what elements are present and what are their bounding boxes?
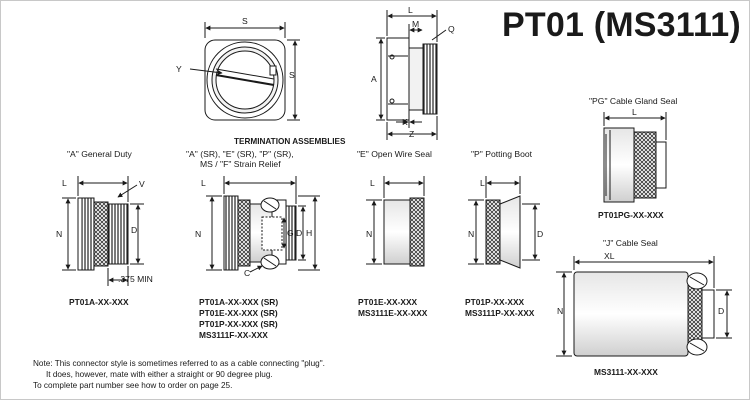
termination-heading: TERMINATION ASSEMBLIES xyxy=(234,137,346,146)
dim-n-cable-seal: N xyxy=(557,306,564,316)
dim-l-strain: L xyxy=(201,178,206,188)
dim-v: V xyxy=(139,179,145,189)
front-face-view xyxy=(190,22,300,120)
dim-h: H xyxy=(306,228,313,238)
strain-relief-part-number-1: PT01A-XX-XXX (SR) xyxy=(199,297,279,307)
dim-m: M xyxy=(412,19,420,29)
dim-g: G xyxy=(287,228,294,238)
dim-n-potting: N xyxy=(468,229,475,239)
strain-relief-caption-line2: MS / "F" Strain Relief xyxy=(200,159,281,169)
open-wire-seal-part-number-1: PT01E-XX-XXX xyxy=(358,297,418,307)
note-line-2: It does, however, mate with either a straight or 90 degree plug. xyxy=(46,370,273,379)
side-profile-view xyxy=(376,10,446,140)
strain-relief-part-number-2: PT01E-XX-XXX (SR) xyxy=(199,308,278,318)
dim-a: A xyxy=(371,74,377,84)
potting-boot-part-number-1: PT01P-XX-XXX xyxy=(465,297,525,307)
cable-seal-caption: "J" Cable Seal xyxy=(603,238,658,248)
note-line-3: To complete part number see how to order on page 25. xyxy=(33,381,233,390)
dim-l-side: L xyxy=(408,5,413,15)
dim-min: .375 MIN xyxy=(118,274,153,284)
open-wire-seal-caption: "E" Open Wire Seal xyxy=(357,149,432,159)
dim-n-strain: N xyxy=(195,229,202,239)
dim-y: Y xyxy=(176,64,182,74)
dim-s-top: S xyxy=(242,16,248,26)
page-title: PT01 (MS3111) xyxy=(502,6,741,44)
cable-seal-drawing xyxy=(556,256,732,356)
dim-d-potting: D xyxy=(537,229,544,239)
dim-n-open-wire: N xyxy=(366,229,373,239)
potting-boot-drawing xyxy=(468,176,540,268)
dim-n-general: N xyxy=(56,229,63,239)
dim-l-general: L xyxy=(62,178,67,188)
strain-relief-caption-line1: "A" (SR), "E" (SR), "P" (SR), xyxy=(186,149,294,159)
open-wire-seal-drawing xyxy=(366,176,424,266)
dim-q: Q xyxy=(448,24,455,34)
dim-s-side: S xyxy=(289,70,295,80)
potting-boot-caption: "P" Potting Boot xyxy=(471,149,533,159)
dim-c: C xyxy=(244,268,251,278)
dim-d-strain: D xyxy=(296,228,303,238)
dim-xl: XL xyxy=(604,251,615,261)
open-wire-seal-part-number-2: MS3111E-XX-XXX xyxy=(358,308,428,318)
note-line-1: Note: This connector style is sometimes referred to as a cable connecting "plug". xyxy=(33,359,325,368)
strain-relief-drawing xyxy=(206,176,320,272)
dim-z: Z xyxy=(409,129,415,139)
strain-relief-part-number-4: MS3111F-XX-XXX xyxy=(199,330,268,340)
general-duty-part-number: PT01A-XX-XXX xyxy=(69,297,129,307)
dim-d-general: D xyxy=(131,225,138,235)
dim-l-open-wire: L xyxy=(370,178,375,188)
dim-d-cable-seal: D xyxy=(718,306,725,316)
dim-k: K xyxy=(402,117,408,127)
cable-seal-part-number: MS3111-XX-XXX xyxy=(594,367,658,377)
general-duty-caption: "A" General Duty xyxy=(67,149,132,159)
cable-gland-seal-drawing xyxy=(604,112,666,202)
dim-l-pg: L xyxy=(632,107,637,117)
potting-boot-part-number-2: MS3111P-XX-XXX xyxy=(465,308,535,318)
cable-gland-seal-caption: "PG" Cable Gland Seal xyxy=(589,96,678,106)
dim-l-potting: L xyxy=(480,178,485,188)
strain-relief-part-number-3: PT01P-XX-XXX (SR) xyxy=(199,319,278,329)
cable-gland-seal-part-number: PT01PG-XX-XXX xyxy=(598,210,664,220)
